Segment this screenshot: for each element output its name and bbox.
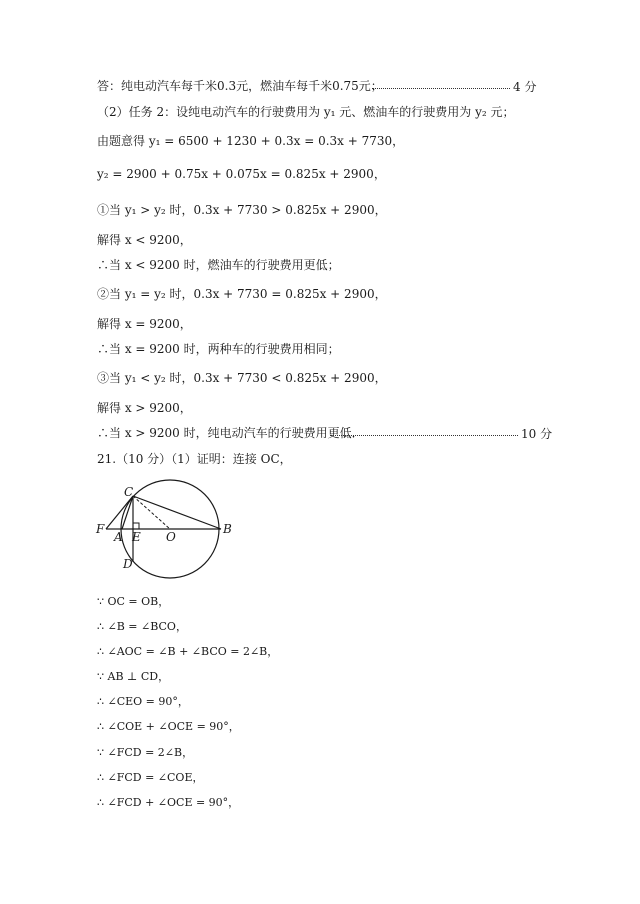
solve-3: 解得 x > 9200， <box>97 401 192 415</box>
proof-step: ∴ ∠FCD + ∠OCE = 90°， <box>97 796 240 809</box>
label-e: E <box>132 530 141 544</box>
answer-line <box>97 78 383 94</box>
score-mark: 4 分 <box>513 80 537 94</box>
case-3: ③当 y₁ < y₂ 时，0.3x + 7730 < 0.825x + 2900， <box>97 371 387 385</box>
equation-y1: 由题意得 y₁ = 6500 + 1230 + 0.3x = 0.3x + 7730， <box>97 134 405 148</box>
proof-step: ∴ ∠FCD = ∠COE， <box>97 771 204 784</box>
proof-step: ∴ ∠B = ∠BCO， <box>97 620 187 633</box>
segment-cf <box>106 496 133 529</box>
equation-y2: y₂ = 2900 + 0.75x + 0.075x = 0.825x + 2900， <box>97 167 386 181</box>
solve-1: 解得 x < 9200， <box>97 233 192 247</box>
dotted-leader <box>330 435 518 436</box>
label-a: A <box>114 530 123 544</box>
case-2: ②当 y₁ = y₂ 时，0.3x + 7730 = 0.825x + 2900， <box>97 287 387 301</box>
conclusion-2: ∴当 x = 9200 时，两种车的行驶费用相同； <box>97 342 340 356</box>
label-c: C <box>124 485 134 499</box>
label-o: O <box>166 530 176 544</box>
proof-step: ∵ ∠FCD = 2∠B， <box>97 746 194 759</box>
score-mark: 10 分 <box>521 427 553 441</box>
label-b: B <box>223 522 232 536</box>
proof-step: ∴ ∠COE + ∠OCE = 90°， <box>97 720 240 733</box>
solve-2: 解得 x = 9200， <box>97 317 192 331</box>
answer-text: 答：纯电动汽车每千米0.3元，燃油车每千米0.75元； <box>97 79 383 93</box>
task2-heading: （2）任务 2：设纯电动汽车的行驶费用为 y₁ 元、燃油车的行驶费用为 y₂ 元； <box>97 105 515 119</box>
right-angle-mark <box>133 523 139 529</box>
proof-step: ∴ ∠AOC = ∠B + ∠BCO = 2∠B， <box>97 645 279 658</box>
proof-step: ∵ AB ⊥ CD， <box>97 670 170 683</box>
segment-cb <box>133 496 221 529</box>
label-f: F <box>96 522 105 536</box>
conclusion-1: ∴当 x < 9200 时，燃油车的行驶费用更低； <box>97 258 340 272</box>
conclusion-3 <box>97 425 364 441</box>
question-21-heading: 21.（10 分）（1）证明：连接 OC， <box>97 452 292 466</box>
geometry-diagram <box>94 478 244 583</box>
proof-step: ∴ ∠CEO = 90°， <box>97 695 189 708</box>
label-d: D <box>123 557 133 571</box>
proof-step: ∵ OC = OB， <box>97 595 170 608</box>
dotted-leader <box>372 88 510 89</box>
conclusion-3-text: ∴当 x > 9200 时，纯电动汽车的行驶费用更低． <box>97 426 364 440</box>
case-1: ①当 y₁ > y₂ 时，0.3x + 7730 > 0.825x + 2900， <box>97 203 387 217</box>
